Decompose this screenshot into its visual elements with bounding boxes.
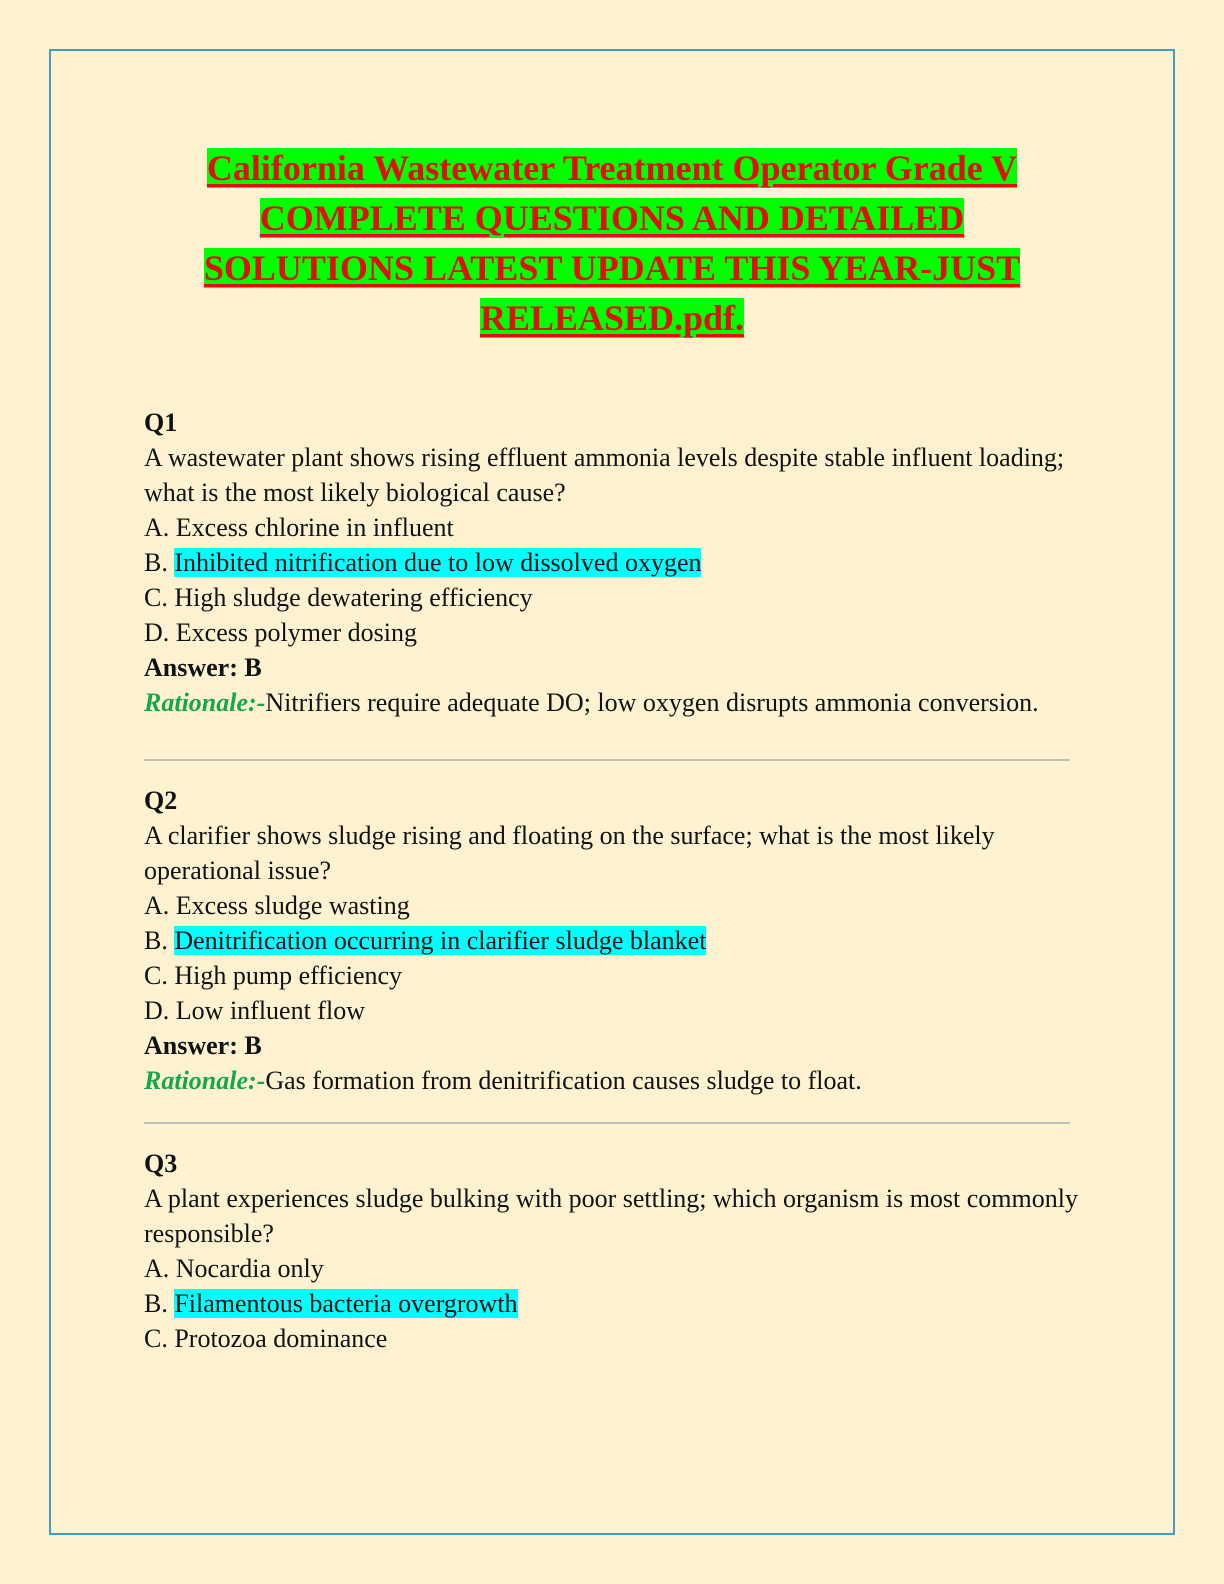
option-letter: D. — [144, 996, 170, 1025]
question-block-q1 — [144, 405, 1084, 720]
title-line-1: California Wastewater Treatment Operator Grade V — [206, 148, 1018, 188]
question-label: Q1 — [144, 408, 178, 437]
option-c — [144, 958, 1084, 993]
answer: Answer: B — [144, 653, 262, 682]
option-letter: C. — [144, 583, 168, 612]
question-block-q3 — [144, 1146, 1084, 1356]
option-letter: B. — [144, 1289, 168, 1318]
correct-option-text: Denitrification occurring in clarifier sludge blanket — [174, 926, 707, 955]
option-a — [144, 888, 1084, 923]
option-text: Low influent flow — [175, 996, 365, 1025]
title-line-4: RELEASED.pdf. — [479, 298, 745, 338]
question-text: A plant experiences sludge bulking with poor settling; which organism is most commonly responsible? — [144, 1184, 1078, 1248]
question-label: Q2 — [144, 786, 178, 815]
rationale-text: Gas formation from denitrification causes sludge to float. — [265, 1066, 862, 1095]
option-letter: B. — [144, 926, 168, 955]
option-letter: A. — [144, 513, 170, 542]
option-c — [144, 1321, 1084, 1356]
answer: Answer: B — [144, 1031, 262, 1060]
option-text: Excess chlorine in influent — [175, 513, 454, 542]
option-a — [144, 510, 1084, 545]
document-title — [120, 143, 1104, 343]
correct-option-text: Filamentous bacteria overgrowth — [174, 1289, 518, 1318]
option-text: High pump efficiency — [174, 961, 403, 990]
question-text: A wastewater plant shows rising effluent ammonia levels despite stable influent loading; what is the most likely biological cause? — [144, 443, 1065, 507]
question-block-q2 — [144, 783, 1084, 1098]
option-a — [144, 1251, 1084, 1286]
option-text: Nocardia only — [175, 1254, 324, 1283]
option-text: Protozoa dominance — [174, 1324, 388, 1353]
option-letter: D. — [144, 618, 170, 647]
rationale — [144, 685, 1084, 720]
title-line-3: SOLUTIONS LATEST UPDATE THIS YEAR-JUST — [203, 248, 1021, 288]
question-label: Q3 — [144, 1149, 178, 1178]
option-b — [144, 1286, 1084, 1321]
title-line-2: COMPLETE QUESTIONS AND DETAILED — [259, 198, 965, 238]
option-letter: A. — [144, 891, 170, 920]
option-text: High sludge dewatering efficiency — [174, 583, 533, 612]
option-text: Excess sludge wasting — [175, 891, 410, 920]
option-letter: A. — [144, 1254, 170, 1283]
correct-option-text: Inhibited nitrification due to low dissolved oxygen — [174, 548, 702, 577]
option-c — [144, 580, 1084, 615]
option-text: Excess polymer dosing — [175, 618, 417, 647]
rationale — [144, 1063, 1084, 1098]
question-text: A clarifier shows sludge rising and floating on the surface; what is the most likely operational issue? — [144, 821, 995, 885]
option-d — [144, 993, 1084, 1028]
rationale-text: Nitrifiers require adequate DO; low oxygen disrupts ammonia conversion. — [265, 688, 1039, 717]
option-b — [144, 923, 1084, 958]
option-d — [144, 615, 1084, 650]
option-letter: C. — [144, 961, 168, 990]
option-letter: C. — [144, 1324, 168, 1353]
rationale-label: Rationale:- — [144, 1066, 266, 1095]
option-letter: B. — [144, 548, 168, 577]
option-b — [144, 545, 1084, 580]
questions-content — [144, 405, 1084, 1356]
rationale-label: Rationale:- — [144, 688, 266, 717]
